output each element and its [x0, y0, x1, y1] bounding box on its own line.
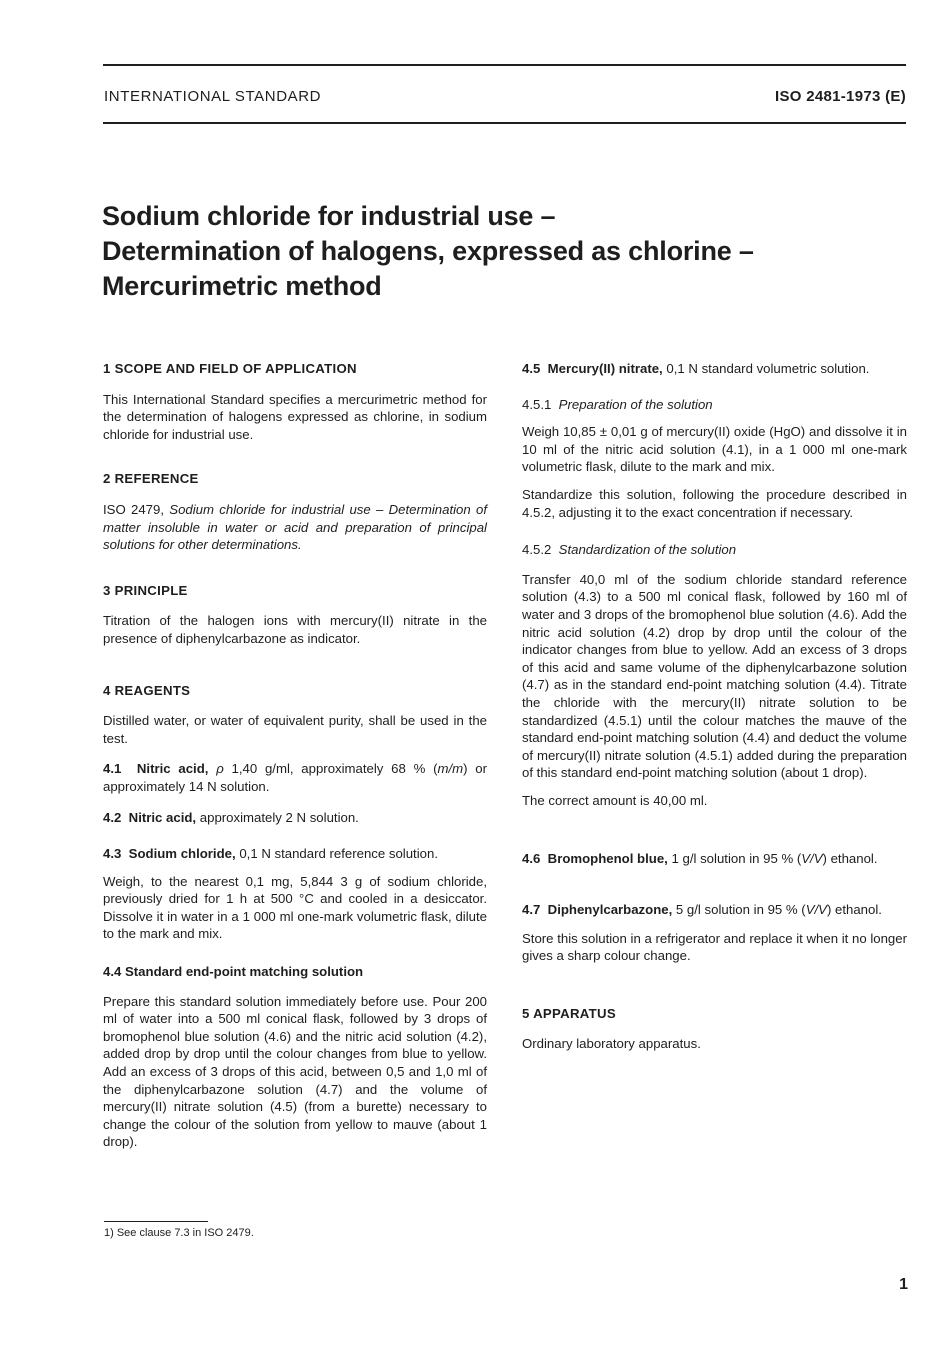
clause-4-3-label: Sodium chloride,	[128, 846, 236, 862]
section-3-heading: 3 PRINCIPLE	[103, 582, 188, 598]
section-1-heading: 1 SCOPE AND FIELD OF APPLICATION	[103, 361, 357, 376]
clause-4-5	[522, 360, 907, 378]
reference-number: ISO 2479,	[103, 501, 164, 517]
clause-4-5-2-heading	[522, 541, 907, 559]
section-1-text: This International Standard specifies a mercurimetric method for the determination of halogens expressed as chlorine, in sodium chloride for industrial use.	[103, 391, 487, 442]
clause-4-5-label: Mercury(II) nitrate,	[547, 361, 663, 376]
clause-4-6-vv: V/V	[801, 851, 823, 867]
page-title	[102, 199, 862, 304]
clause-4-1-text-b: ) or approximately 14 N solution.	[103, 761, 488, 794]
clause-4-5-1-body-1: Weigh 10,85 ± 0,01 g of mercury(II) oxide (HgO) and dissolve it in 10 ml of the nitric acid solution (4.1), in a 1 000 ml one-mark volumetric flask, dilute to the mark and mix.	[522, 424, 907, 475]
header-bottom-rule	[103, 122, 906, 124]
footnote-rule	[104, 1221, 208, 1222]
clause-4-2-text: approximately 2 N solution.	[196, 809, 359, 825]
density-symbol: ρ	[216, 761, 224, 777]
title-line-1: Sodium chloride for industrial use –	[102, 201, 556, 231]
clause-4-7-label: Diphenylcarbazone,	[547, 902, 673, 918]
title-line-2: Determination of halogens, expressed as chlorine –	[102, 236, 754, 266]
clause-4-7-text-a: 5 g/l solution in 95 % (	[672, 902, 806, 918]
title-line-3: Mercurimetric method	[102, 271, 382, 301]
clause-4-4-body: Prepare this standard solution immediately before use. Pour 200 ml of water into a 500 ml conical flask, followed by 3 drops of bromophenol blue solution (4.6) and the nitric acid solution (4.2), added drop by drop until the colour changes from blue to yellow. Add an excess of 3 drops of this acid, between 0,5 and 1,0 ml of the diphenylcarbazone solution (4.7) and the volume of mercury(II) nitrate solution (4.5) (from a burette) necessary to change the colour of the solution from yellow to mauve (about 1 drop).	[103, 993, 487, 1150]
clause-4-5-1-body-2: Standardize this solution, following the procedure described in 4.5.2, adjusting it to the exact concentration if necessary.	[522, 486, 907, 520]
clause-4-5-2-body-2: The correct amount is 40,00 ml.	[522, 792, 708, 808]
clause-4-1	[103, 760, 487, 795]
header-standard-number: ISO 2481-1973 (E)	[774, 88, 906, 105]
clause-4-2-label: Nitric acid,	[128, 809, 197, 825]
clause-4-1-label: Nitric acid,	[136, 761, 209, 777]
clause-4-6-text-b: ) ethanol.	[822, 851, 878, 867]
clause-4-6-number: 4.6	[522, 851, 541, 867]
clause-4-5-2-body-1: Transfer 40,0 ml of the sodium chloride standard reference solution (4.3) to a 500 ml conical flask, followed by 160 ml of water and 3 drops of the bromophenol blue solution (4.6). Add the nitric acid solution (4.2) drop by drop until the colour of the indicator changes from blue to yellow. Add an excess of 3 drops of this acid and same volume of the diphenylcarbazone solution (4.7) as in the standard end-point matching solution (4.4). Titrate the chloride with the mercury(II) nitrate solution to be standardized (4.5.1) until the colour matches the mauve of the standard end-point matching solution (4.4) and deduct the volume of mercury(II) nitrate solution (4.5.1) added during the preparation of this standard end-point matching solution (about 1 drop).	[522, 571, 907, 781]
header-top-rule	[103, 64, 906, 66]
clause-4-6-label: Bromophenol blue,	[547, 851, 668, 867]
section-2-heading: 2 REFERENCE	[103, 471, 199, 487]
section-2-reference	[103, 501, 487, 554]
clause-4-7-vv: V/V	[805, 902, 827, 918]
section-5-text: Ordinary laboratory apparatus.	[522, 1036, 701, 1052]
clause-4-6	[522, 850, 907, 868]
right-column	[522, 360, 907, 1053]
clause-4-3-body: Weigh, to the nearest 0,1 mg, 5,844 3 g of sodium chloride, previously dried for 1 h at 500 °C and cooled in a desiccator. Dissolve it in water in a 1 000 ml one-mark volumetric flask, dilute to the mark and mix.	[103, 873, 487, 942]
page-number: 1	[899, 1276, 908, 1293]
clause-4-7-text-b: ) ethanol.	[826, 902, 882, 918]
clause-4-7-number: 4.7	[522, 902, 541, 918]
footnote: 1) See clause 7.3 in ISO 2479.	[104, 1227, 254, 1239]
reference-title: Sodium chloride for industrial use – Determination of matter insoluble in water or acid and preparation of principal solutions for other determinations.	[103, 501, 487, 553]
clause-4-5-number: 4.5	[522, 361, 541, 376]
clause-4-7	[522, 901, 907, 919]
clause-4-2-number: 4.2	[103, 809, 122, 825]
clause-4-3-text: 0,1 N standard reference solution.	[235, 846, 438, 862]
clause-4-1-text-a: 1,40 g/ml, approximately 68 % (	[223, 761, 438, 777]
clause-4-7-body: Store this solution in a refrigerator and replace it when it no longer gives a sharp colour change.	[522, 930, 907, 964]
clause-4-6-text-a: 1 g/l solution in 95 % (	[667, 851, 802, 867]
clause-4-5-2-number: 4.5.2	[522, 542, 552, 558]
header-standard-label: INTERNATIONAL STANDARD	[104, 88, 322, 105]
section-4-text: Distilled water, or water of equivalent purity, shall be used in the test.	[103, 713, 487, 746]
clause-4-5-text: 0,1 N standard volumetric solution.	[662, 361, 870, 376]
clause-4-3-number: 4.3	[103, 846, 122, 862]
section-5-heading: 5 APPARATUS	[522, 1005, 616, 1021]
clause-4-5-2-title: Standardization of the solution	[558, 542, 737, 558]
clause-4-4-heading: 4.4 Standard end-point matching solution	[103, 964, 364, 980]
section-4-heading: 4 REAGENTS	[103, 682, 191, 698]
left-column	[103, 360, 487, 1151]
clause-4-1-mm: m/m	[437, 761, 464, 777]
clause-4-5-1-title: Preparation of the solution	[558, 396, 713, 412]
clause-4-5-1-heading	[522, 396, 907, 414]
clause-4-5-1-number: 4.5.1	[522, 396, 552, 412]
clause-4-1-number: 4.1	[103, 761, 122, 777]
clause-4-3	[103, 845, 487, 863]
clause-4-2	[103, 809, 487, 827]
section-3-text: Titration of the halogen ions with mercury(II) nitrate in the presence of diphenylcarbazone as indicator.	[103, 613, 487, 646]
